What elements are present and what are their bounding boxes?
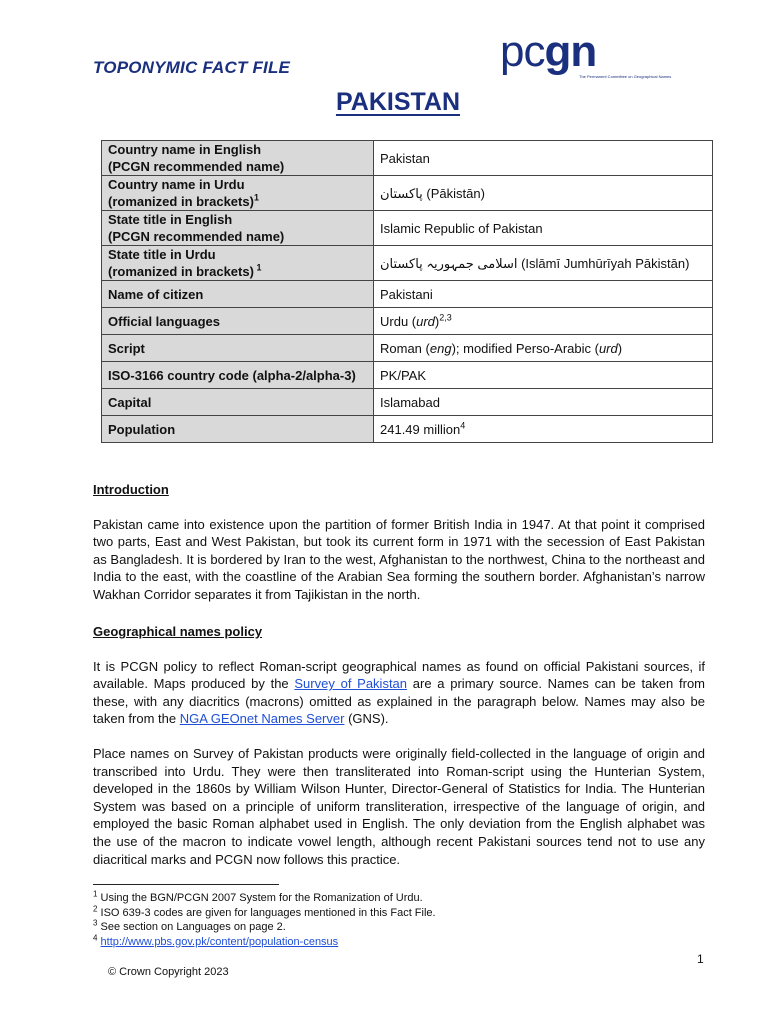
- policy-paragraph-1: It is PCGN policy to reflect Roman-script geographical names as found on official Pakistani sources, if available. Maps produced by the Survey of Pakistan are a primary source. Names can be taken from these, with any diacritics (macrons) omitted as explained in the paragraph below. Names may also be taken from the NGA GEOnet Names Server (GNS).: [93, 658, 706, 727]
- pcgn-logo: [500, 27, 680, 84]
- logo-text-gn: gn: [544, 27, 597, 76]
- page-number: 1: [697, 952, 704, 966]
- survey-of-pakistan-link[interactable]: Survey of Pakistan: [294, 676, 408, 692]
- policy-section: [93, 623, 705, 868]
- facts-table: [101, 140, 713, 443]
- table-row: [102, 362, 713, 389]
- table-row: [102, 416, 713, 443]
- row-key: State title in Urdu: [108, 247, 216, 262]
- row-key-sub: (romanized in brackets): [108, 194, 254, 209]
- language-code: eng: [429, 340, 452, 356]
- row-key-sub: (PCGN recommended name): [108, 229, 285, 244]
- footnote-ref: 4: [460, 420, 466, 431]
- language-code: urd: [416, 313, 435, 329]
- footnote-ref: 1: [253, 262, 262, 273]
- row-key: Official languages: [102, 308, 374, 335]
- row-value: Urdu (: [380, 313, 417, 329]
- footnote-item: $^4$ http://www.pbs.gov.pk/content/population-census: [93, 932, 339, 948]
- introduction-section: [93, 481, 705, 604]
- header-doc-type: TOPONYMIC FACT FILE: [93, 58, 291, 77]
- table-row: [102, 389, 713, 416]
- row-value: PK/PAK: [374, 362, 713, 389]
- row-value: Islamic Republic of Pakistan: [374, 211, 713, 246]
- language-code: urd: [598, 340, 618, 356]
- row-key: Country name in English: [108, 142, 262, 157]
- footnote-ref: 2,3: [439, 312, 452, 323]
- row-key: State title in English: [108, 212, 233, 227]
- row-value: اسلامی جمہوریہ پاکستان (Islāmī Jumhūrīyah Pākistān): [374, 246, 713, 281]
- footnotes: [93, 891, 436, 949]
- row-value: Pakistan: [374, 141, 713, 176]
- table-row: [102, 141, 713, 176]
- row-value: 241.49 million: [380, 421, 461, 437]
- row-value: Pakistani: [374, 281, 713, 308]
- table-row: [102, 246, 713, 281]
- table-row: Script Roman (eng); modified Perso-Arabic (urd): [102, 335, 713, 362]
- table-row: [102, 281, 713, 308]
- row-value: Roman (: [380, 340, 430, 356]
- row-key: ISO-3166 country code (alpha-2/alpha-3): [102, 362, 374, 389]
- nga-geonet-link[interactable]: NGA GEOnet Names Server: [179, 711, 345, 727]
- row-key-sub: (romanized in brackets): [108, 264, 254, 279]
- row-value: پاکستان (Pākistān): [374, 176, 713, 211]
- footnote-item: $^3$ See section on Languages on page 2.: [93, 918, 286, 933]
- table-row: [102, 176, 713, 211]
- row-key-sub: (PCGN recommended name): [108, 159, 285, 174]
- row-value: Islamabad: [374, 389, 713, 416]
- footnote-item: $^2$ ISO 639-3 codes are given for languages mentioned in this Fact File.: [93, 903, 436, 919]
- row-key: Country name in Urdu: [108, 177, 245, 192]
- logo-text-pc: pc: [500, 27, 545, 76]
- table-row: Official languages Urdu (urd)$^{2,3}$: [102, 308, 713, 335]
- row-key: Capital: [102, 389, 374, 416]
- introduction-heading: Introduction: [93, 482, 169, 497]
- footnote-ref: 1: [253, 192, 259, 203]
- introduction-paragraph: Pakistan came into existence upon the partition of former British India in 1947. At that point it comprised two parts, East and West Pakistan, but took its current form in 1971 with the secession of East Pakistan as Bangladesh. It is bordered by Iran to the west, Afghanistan to the northwest, China to the northeast and India to the east, with the coastline of the Arabian Sea forming the southern border. Afghanistan’s narrow Wakhan Corridor separates it from Tajikistan in the north.: [93, 516, 705, 602]
- copyright: © Crown Copyright 2023: [108, 966, 229, 978]
- population-census-link[interactable]: http://www.pbs.gov.pk/content/population-census: [100, 935, 339, 948]
- logo-subtitle: The Permanent Committee on Geographical Names: [579, 74, 672, 79]
- row-key: Population: [102, 416, 374, 443]
- row-key: Script: [102, 335, 374, 362]
- policy-paragraph-2: Place names on Survey of Pakistan products were originally field-collected in the language of origin and transcribed into Urdu. They were then transliterated into Roman-script using the Hunterian System, developed in the 1860s by William Wilson Hunter, Director-General of Statistics for India. The Hunterian System was based on a principle of uniform transliteration, irrespective of the language of origin, and employed the basic Roman alphabet used in English. The only deviation from the English alphabet was the use of the macron to indicate vowel length, although recent Pakistani sources tend not to use any diacritical marks and PCGN now follows this practice.: [93, 745, 705, 867]
- table-row: [102, 211, 713, 246]
- footnote-divider: [93, 884, 279, 885]
- policy-heading: Geographical names policy: [93, 624, 263, 639]
- row-key: Name of citizen: [102, 281, 374, 308]
- footnote-item: $^1$ Using the BGN/PCGN 2007 System for the Romanization of Urdu.: [93, 889, 423, 904]
- page-title: PAKISTAN: [335, 88, 461, 116]
